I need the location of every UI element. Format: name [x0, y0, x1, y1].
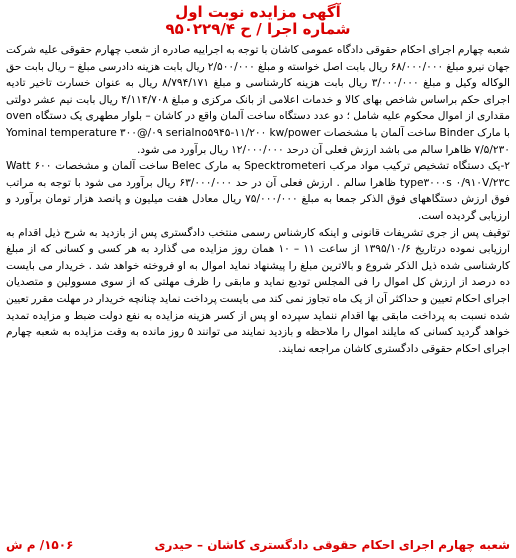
- notice-footer: [6, 538, 510, 552]
- notice-body: [6, 42, 510, 357]
- notice-paragraph-2: ۲-یک دستگاه تشخیص ترکیب مواد مرکب Specktrometeri به مارک Belec ساخت آلمان و مشخصات Watt ۶۰۰ type۳۰۰۰s ۰/۹۱۰V/۲۳c ظاهرا سالم . ارزش فعلی آن در حد ۶۳/۰۰۰/۰۰۰ ریال برآورد می شود با توجه به مراتب فوق ارزش دستگاههای فوق الذکر جمعا به مبلغ ۷۵/۰۰۰/۰۰۰ ریال معادل هفت میلیون و پانصد هزار تومان برآورد و ارزیابی گردیده است.: [6, 160, 510, 222]
- notice-paragraph-3: توقیف پس از جری تشریفات قانونی و اینکه کارشناس رسمی منتخب دادگستری پس از بازدید به شرح ذیل اقدام به ارزیابی نموده درتاریخ ۱۳۹۵/۱۰/۶ از ساعت ۱۱ – ۱۰ همان روز مزایده می گذارد به هر کسی و کسانی که از مبلغ کارشناسی شده ذیل الذکر شروع و بالاترین مبلغ را پیشنهاد نماید اموال به او فروخته خواهد شد . خریدار می بایست ده درصد از ارزش کل اموال را فی المجلس تودیع نماید و مابقی را ظرف مهلتی که از سوی مسوولین و متصدیان اجرای احکام تعیین و حداکثر آن از یک ماه تجاوز نمی کند می بایست پرداخت نماید چنانچه خریدار در مهلت مقرر تعیین شده نسبت به پرداخت مابقی بها اقدام ننماید سپرده او پس از کسر هزینه مزایده به نفع دولت ضبط و مزایده تمدید خواهد گردید کسانی که مایلند اموال را ملاحظه و بازدید نمایند می توانند ۵ روز مانده به وقت مزایده به شعبه چهارم اجرای احکام حقوقی دادگستری کاشان مراجعه نمایند.: [6, 226, 510, 355]
- notice-paragraph-1: شعبه چهارم اجرای احکام حقوقی دادگاه عمومی کاشان با توجه به اجراییه صادره از شعب چهارم حقوقی علیه شرکت جهان نیرو مبلغ ۶۸/۰۰۰/۰۰۰ ریال بابت اصل خواسته و مبلغ ۲/۵۰۰/۰۰۰ ریال بابت هزینه دادرسی مبلغ – ریال بابت حق الوکاله وکیل و مبلغ ۳/۰۰۰/۰۰۰ ریال بابت هزینه کارشناسی و مبلغ ۸/۷۹۴/۱۷۱ ریال به عنوان خسارت تاخیر تادیه اجرای حکم براساس شاخص بهای کالا و خدمات اعلامی از بانک مرکزی و مبلغ ۴/۱۱۴/۷۰۸ ریال بابت نیم عشر دولتی مقداری از اموال محکوم علیه شامل ؛ دو عدد دستگاه ساخت آلمان واقع در کاشان – بلوار مطهری یک دستگاه oven با مارک Binder ساخت آلمان با مشخصات Yominal temperature ۳۰۰@/۰۹ serialno۵۹۴۵-۱۱/۲۰۰ kw/power ۷/۵/۲۳۰ ظاهرا سالم می باشد ارزش فعلی آن درحد ۱۲/۰۰۰/۰۰۰ ریال برآورد می شود.: [6, 44, 511, 156]
- footer-code: ۱۵۰۶/ م ش: [6, 538, 74, 552]
- notice-title: آگهی مزایده نوبت اول: [175, 3, 341, 21]
- footer-signature: شعبه چهارم اجرای احکام حقوقی دادگستری کاشان – حیدری: [154, 538, 510, 552]
- case-number: شماره اجرا / ح ۹۵۰۲۲۹/۴: [165, 20, 351, 38]
